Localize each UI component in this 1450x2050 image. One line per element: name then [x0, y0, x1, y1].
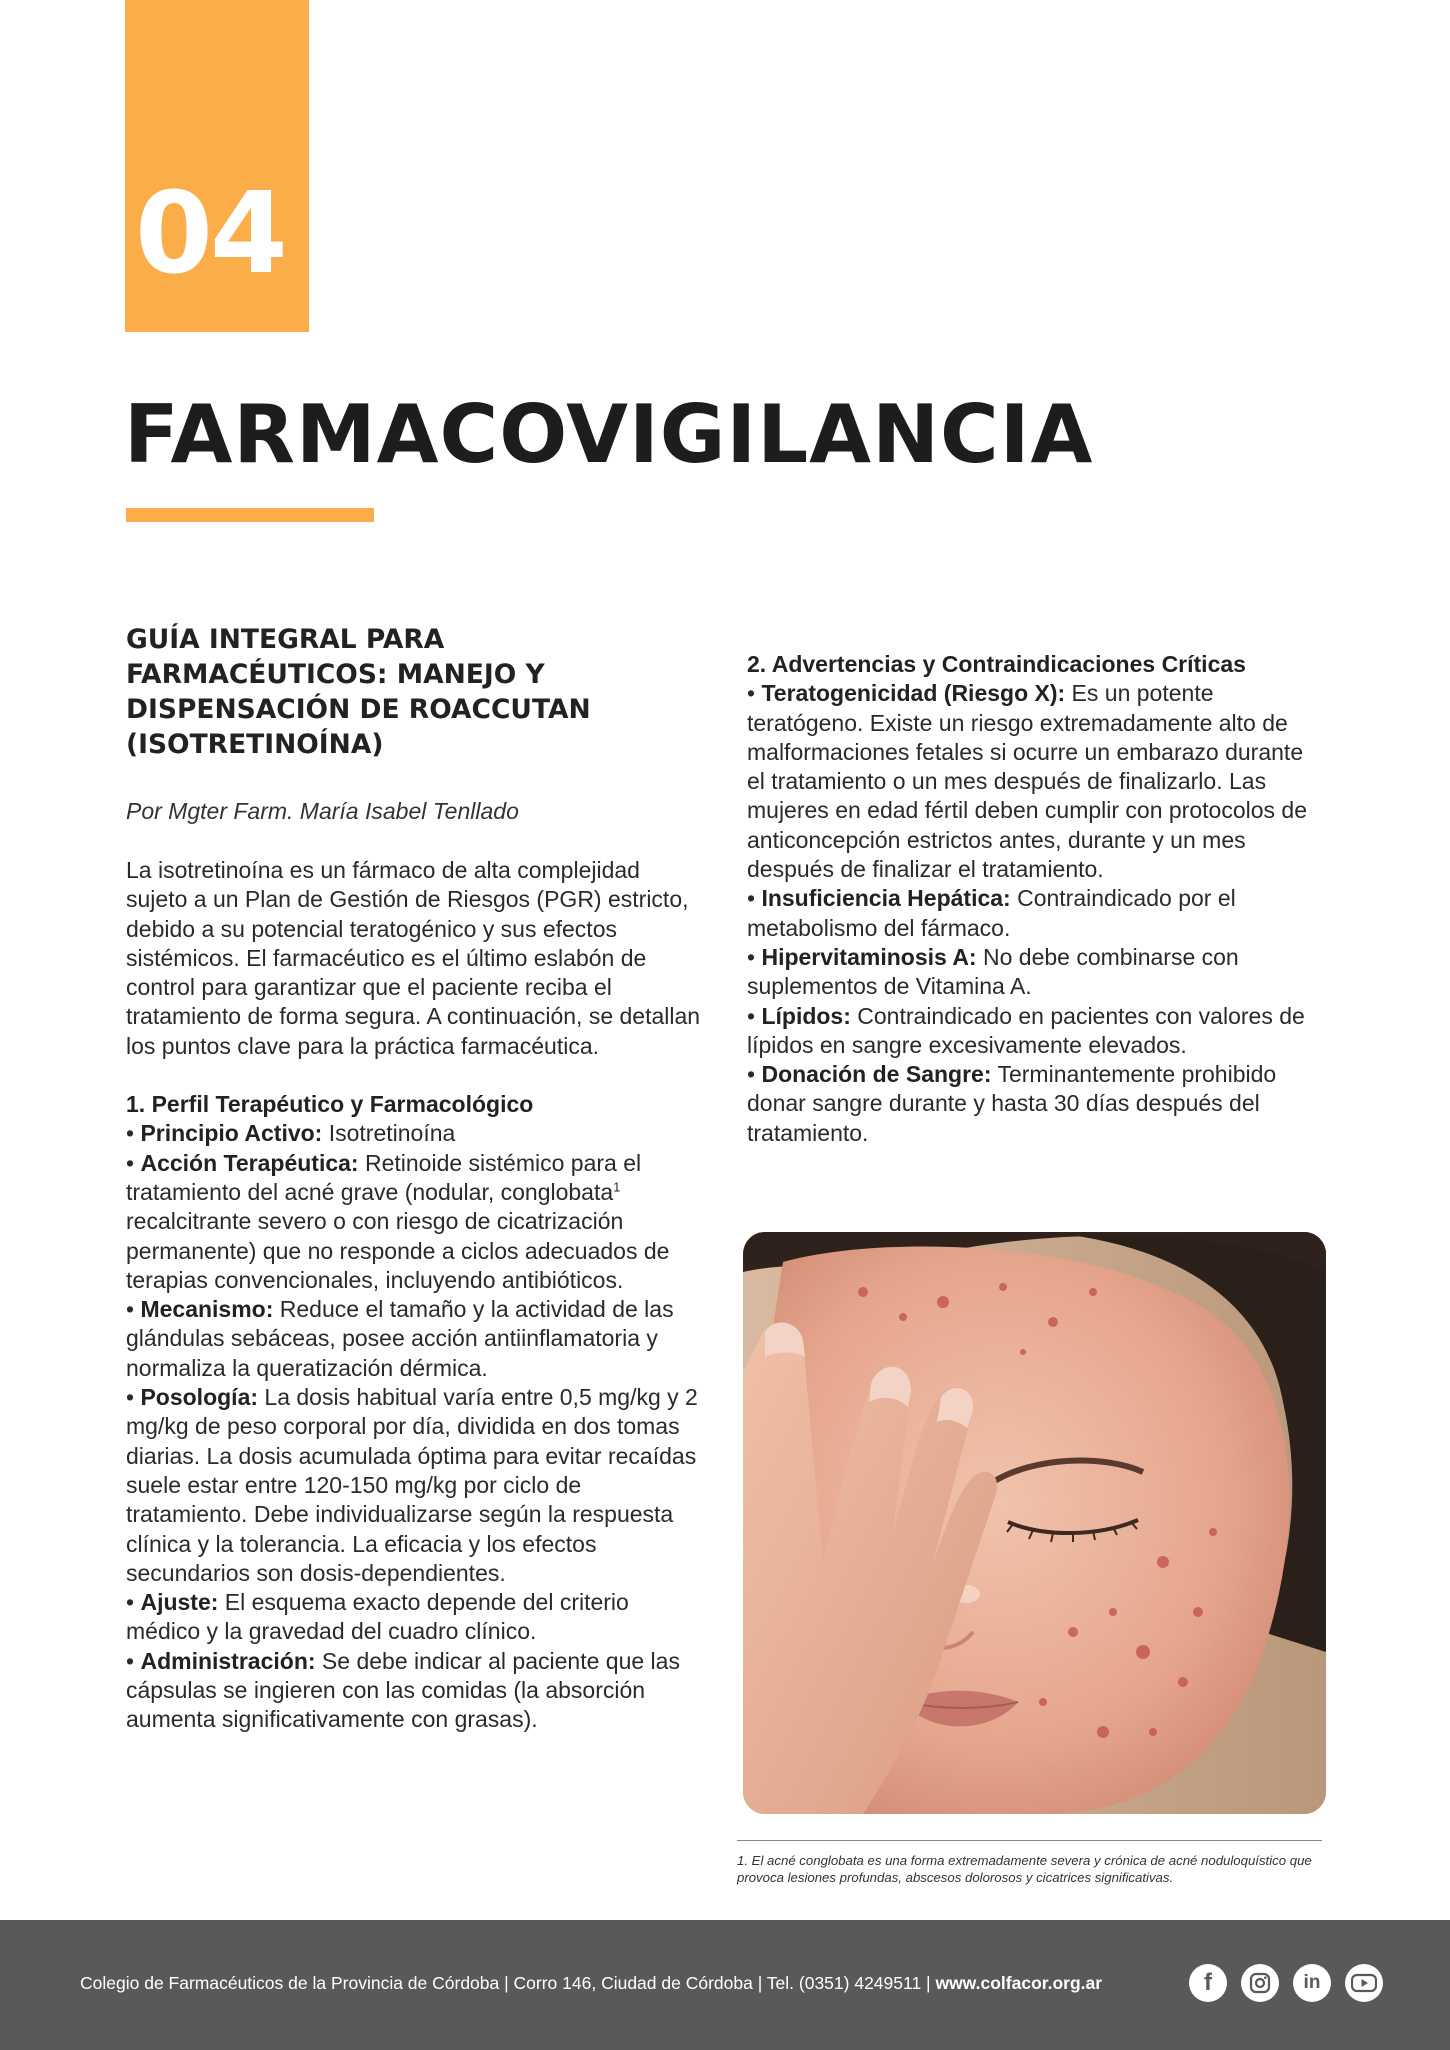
footnote-divider — [737, 1840, 1322, 1841]
bullet-label: Mecanismo: — [140, 1296, 274, 1323]
bullet-mecanismo: • Mecanismo: Reduce el tamaño y la actividad de las glándulas sebáceas, posee acción antiinflamatoria y normaliza la queratización dérmica. — [126, 1296, 674, 1381]
bullet-text: No debe combinarse con suplementos de Vitamina A. — [747, 943, 1239, 1000]
bullet-label: Posología: — [140, 1384, 259, 1411]
bullet-administracion: • Administración: Se debe indicar al paciente que las cápsulas se ingieren con las comidas (la absorción aumenta significativamente con grasas). — [126, 1647, 680, 1733]
page-footer — [0, 1920, 1450, 2050]
bullet-label: Insuficiencia Hepática: — [761, 885, 1011, 912]
bullet-label: Principio Activo: — [140, 1120, 323, 1147]
bullet-label: Teratogenicidad (Riesgo X): — [761, 680, 1066, 707]
footer-org: Colegio de Farmacéuticos de la Provincia de Córdoba | Corro 146, Ciudad de Córdoba | Tel. (0351) 4249511 | — [80, 1973, 936, 1993]
bullet-label: Ajuste: — [140, 1589, 219, 1616]
bullet-text: Contraindicado por el metabolismo del fármaco. — [747, 885, 1236, 941]
section-number-block — [125, 0, 309, 332]
facebook-glyph: f — [1204, 1969, 1212, 1996]
section-2-heading: 2. Advertencias y Contraindicaciones Críticas — [747, 651, 1246, 677]
bullet-label: Administración: — [140, 1647, 316, 1674]
page-title: FARMACOVIGILANCIA — [124, 388, 1094, 481]
bullet-text: Terminantemente prohibido donar sangre durante y hasta 30 días después del tratamiento. — [747, 1061, 1277, 1146]
bullet-donacion-sangre: • Donación de Sangre: Terminantemente prohibido donar sangre durante y hasta 30 días después del tratamiento. — [747, 1061, 1277, 1146]
footer-website-link[interactable]: www.colfacor.org.ar — [935, 1973, 1103, 1993]
bullet-text-continued: recalcitrante severo o con riesgo de cicatrización permanente) que no responde a ciclos adecuados de terapias convencionales, incluyendo antibióticos. — [126, 1208, 670, 1293]
right-column — [747, 650, 1327, 1148]
bullet-label: Lípidos: — [761, 1002, 851, 1029]
footer-contact — [80, 1973, 1102, 1994]
bullet-text: La dosis habitual varía entre 0,5 mg/kg y 2 mg/kg de peso corporal por día, dividida en dos tomas diarias. La dosis acumulada óptima para evitar recaídas suele estar entre 120-150 mg/kg por ciclo de tratamiento. Debe individualizarse según la respuesta clínica y la tolerancia. La eficacia y los efectos secundarios son dosis-dependientes. — [126, 1384, 698, 1586]
footnote: 1. El acné conglobata es una forma extremadamente severa y crónica de acné noduloquístico que provoca lesiones profundas, abscesos dolorosos y cicatrices significativas. — [737, 1853, 1312, 1885]
article-title: GUÍA INTEGRAL PARA FARMACÉUTICOS: MANEJO Y DISPENSACIÓN DE ROACCUTAN (ISOTRETINOÍNA) — [126, 624, 591, 760]
left-column — [126, 622, 706, 1735]
bullet-text: Se debe indicar al paciente que las cápsulas se ingieren con las comidas (la absorción aumenta significativamente con grasas). — [126, 1647, 680, 1733]
facebook-icon[interactable] — [1189, 1964, 1227, 2002]
section-1 — [126, 1090, 706, 1735]
article-byline: Por Mgter Farm. María Isabel Tenllado — [126, 798, 519, 824]
youtube-icon[interactable] — [1345, 1964, 1383, 2002]
acne-portrait-photo — [743, 1232, 1326, 1814]
bullet-accion-terapeutica: • Acción Terapéutica: Retinoide sistémico para el tratamiento del acné grave (nodular, conglobata$^1$ recalcitrante severo o con riesgo de cicatrización permanente) que no responde a ciclos adecuados de terapias convencionales, incluyendo antibióticos. — [126, 1149, 670, 1293]
section-number: 04 — [135, 169, 285, 299]
bullet-posologia: • Posología: La dosis habitual varía entre 0,5 mg/kg y 2 mg/kg de peso corporal por día, dividida en dos tomas diarias. La dosis acumulada óptima para evitar recaídas suele estar entre 120-150 mg/kg por ciclo de tratamiento. Debe individualizarse según la respuesta clínica y la tolerancia. La eficacia y los efectos secundarios son dosis-dependientes. — [126, 1384, 698, 1586]
bullet-text: Contraindicado en pacientes con valores de lípidos en sangre excesivamente elevados. — [747, 1002, 1305, 1058]
bullet-text: Es un potente teratógeno. Existe un riesgo extremadamente alto de malformaciones fetales si ocurre un embarazo durante el tratamiento o un mes después de finalizarlo. Las mujeres en edad fértil deben cumplir con protocolos de anticoncepción estrictos antes, durante y un mes después de finalizar el tratamiento. — [747, 680, 1307, 883]
instagram-glyph — [1248, 1971, 1272, 1995]
bullet-lipidos: • Lípidos: Contraindicado en pacientes con valores de lípidos en sangre excesivamente elevados. — [747, 1002, 1305, 1058]
bullet-label: Donación de Sangre: — [761, 1061, 992, 1088]
article-intro: La isotretinoína es un fármaco de alta complejidad sujeto a un Plan de Gestión de Riesgos (PGR) estricto, debido a su potencial teratogénico y sus efectos sistémicos. El farmacéutico es el último eslabón de control para garantizar que el paciente reciba el tratamiento de forma segura. A continuación, se detallan los puntos clave para la práctica farmacéutica. — [126, 857, 701, 1059]
bullet-label: Hipervitaminosis A: — [761, 943, 977, 970]
instagram-icon[interactable] — [1241, 1964, 1279, 2002]
bullet-principio-activo: • Principio Activo: Isotretinoína — [126, 1120, 456, 1147]
bullet-label: Acción Terapéutica: — [140, 1149, 359, 1176]
section-1-heading: 1. Perfil Terapéutico y Farmacológico — [126, 1091, 534, 1118]
bullet-text: Reduce el tamaño y la actividad de las glándulas sebáceas, posee acción antiinflamatoria y normaliza la queratización dérmica. — [126, 1296, 674, 1381]
bullet-ajuste: • Ajuste: El esquema exacto depende del criterio médico y la gravedad del cuadro clínico. — [126, 1589, 629, 1645]
linkedin-glyph: in — [1303, 1972, 1321, 1993]
portrait-illustration — [743, 1232, 1326, 1814]
bullet-hipervitaminosis: • Hipervitaminosis A: No debe combinarse con suplementos de Vitamina A. — [747, 943, 1239, 1000]
bullet-text: El esquema exacto depende del criterio médico y la gravedad del cuadro clínico. — [126, 1589, 629, 1645]
bullet-insuficiencia-hepatica: • Insuficiencia Hepática: Contraindicado por el metabolismo del fármaco. — [747, 885, 1236, 941]
title-underline — [126, 508, 374, 522]
footnote-ref: 1 — [613, 1179, 621, 1195]
bullet-text: Isotretinoína — [322, 1120, 456, 1147]
linkedin-icon[interactable] — [1293, 1964, 1331, 2002]
bullet-teratogenicidad: • Teratogenicidad (Riesgo X): Es un potente teratógeno. Existe un riesgo extremadamente alto de malformaciones fetales si ocurre un embarazo durante el tratamiento o un mes después de finalizarlo. Las mujeres en edad fértil deben cumplir con protocolos de anticoncepción estrictos antes, durante y un mes después de finalizar el tratamiento. — [747, 680, 1307, 883]
youtube-glyph — [1351, 1973, 1377, 1993]
bullet-text: Retinoide sistémico para el tratamiento del acné grave (nodular, conglobata — [126, 1149, 642, 1205]
